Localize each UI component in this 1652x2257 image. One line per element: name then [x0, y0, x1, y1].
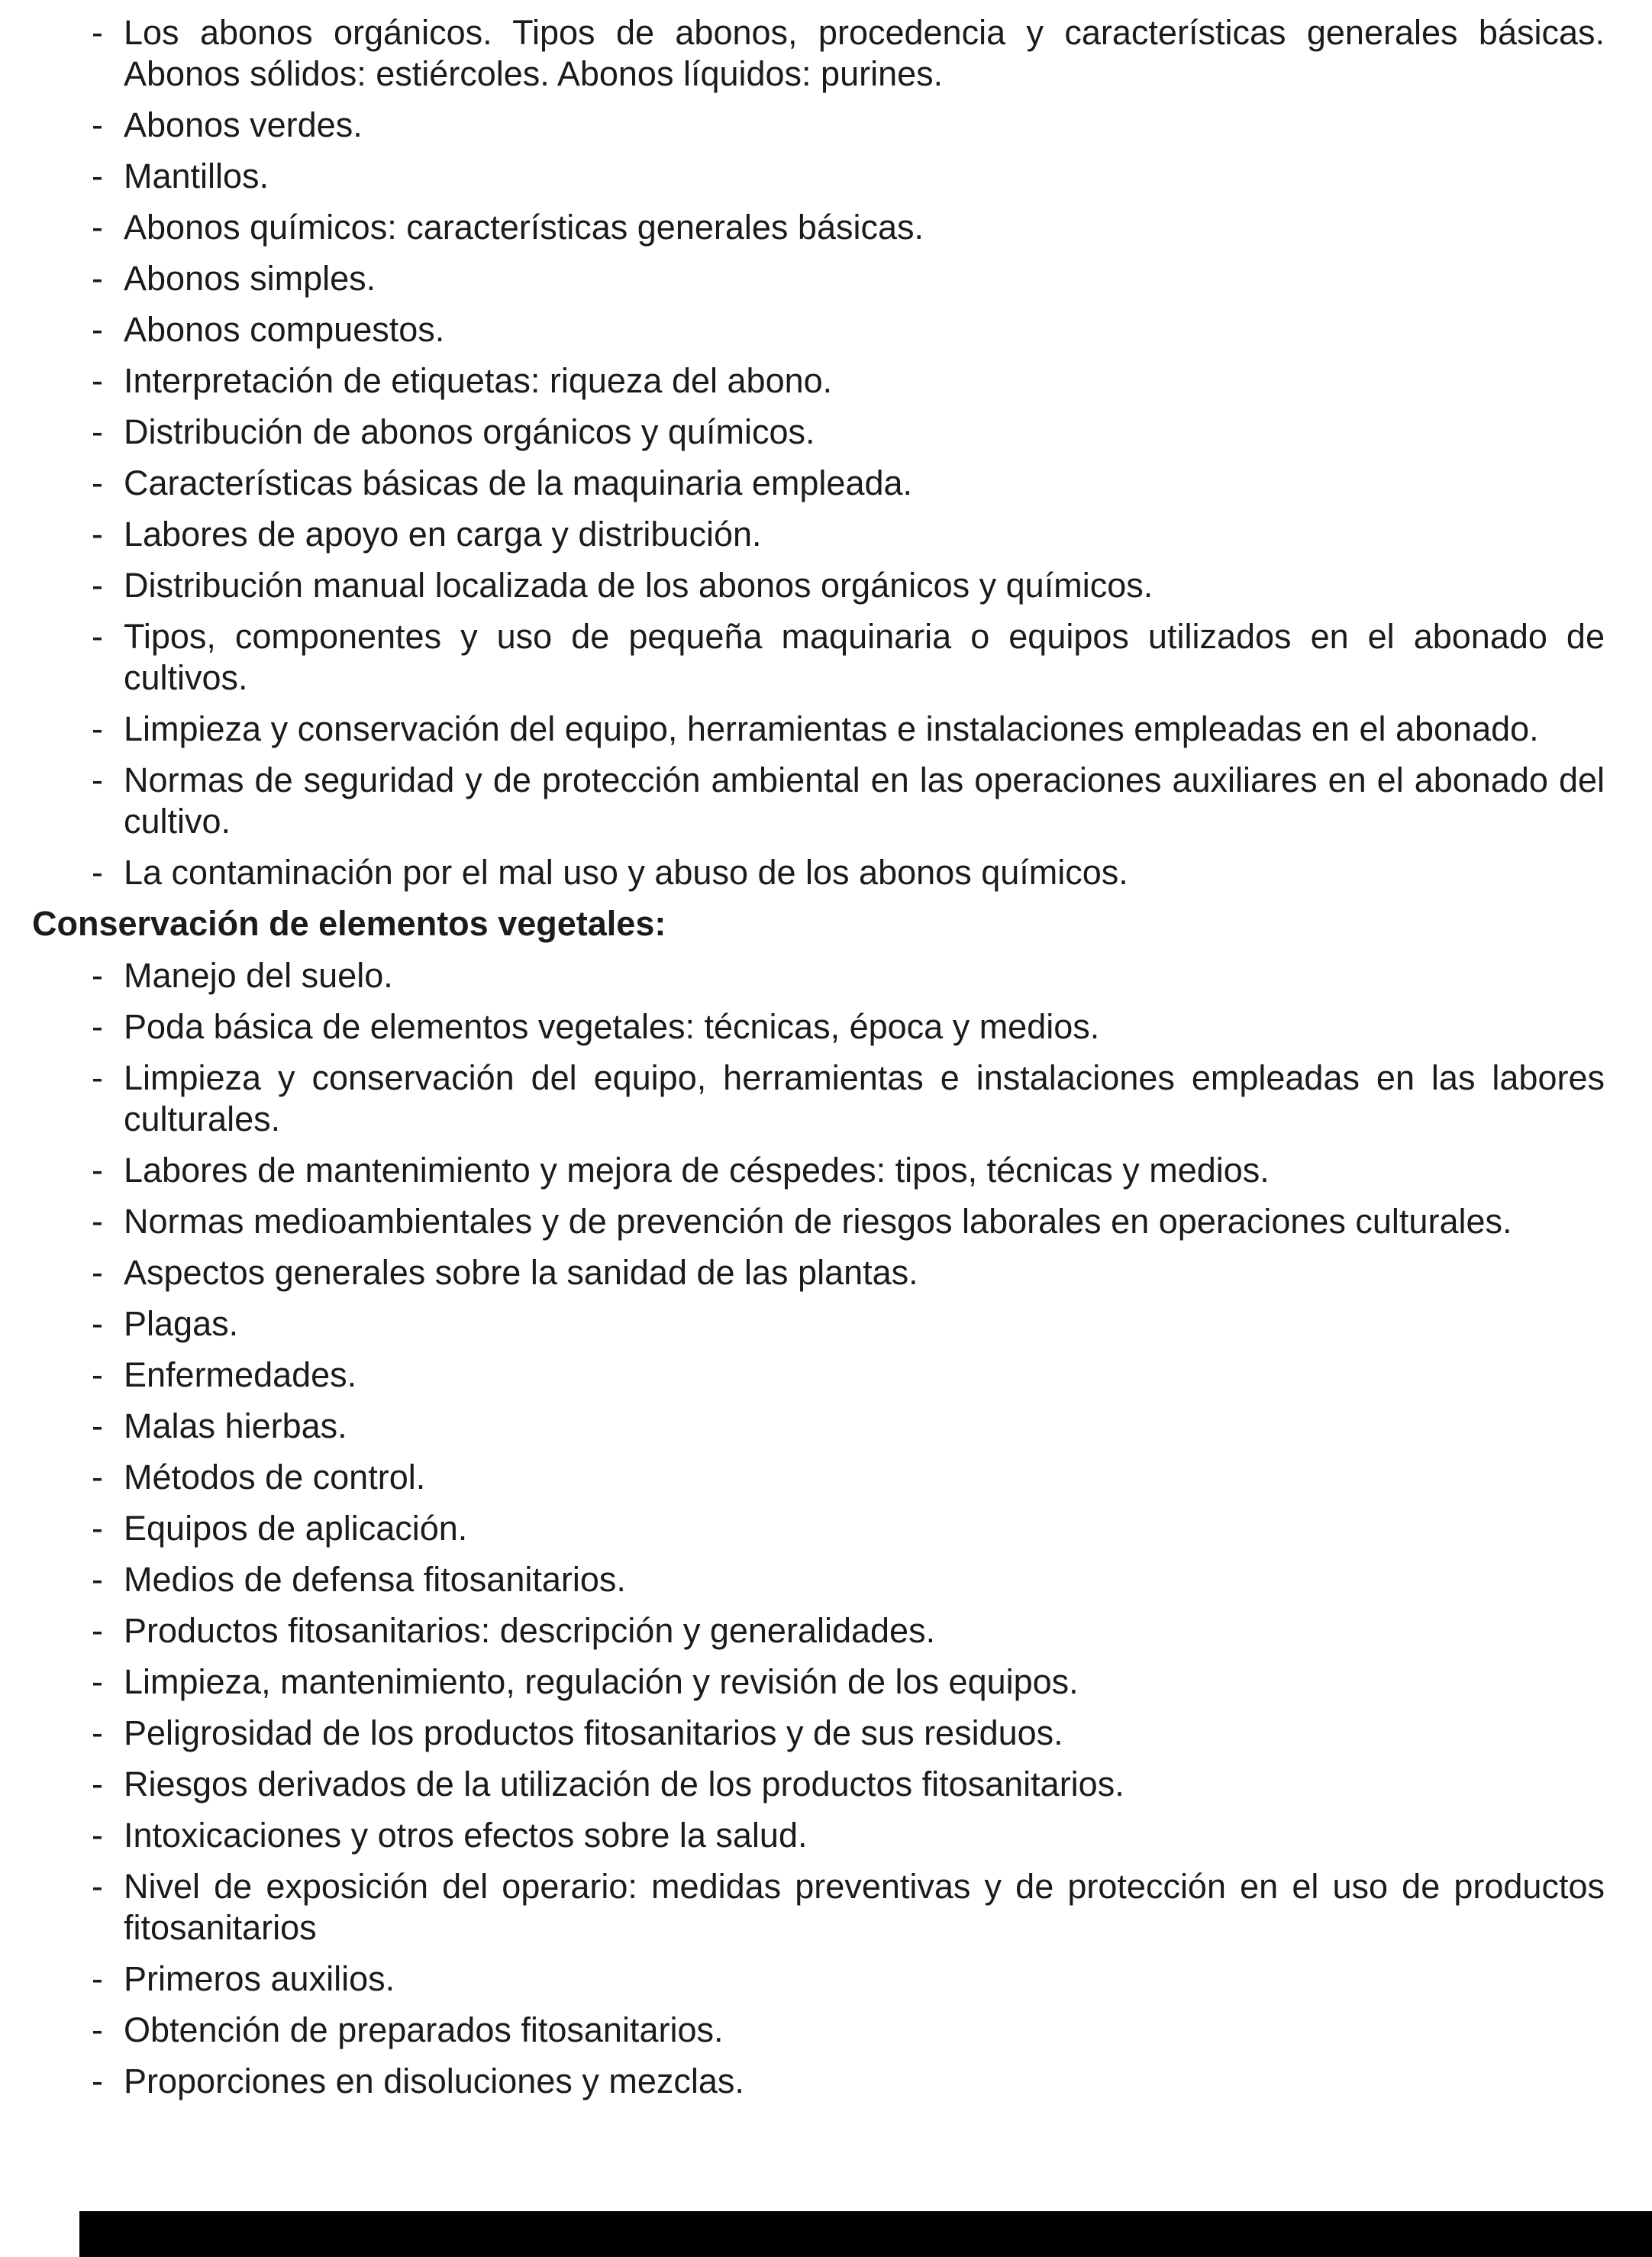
- list-item-text: Labores de mantenimiento y mejora de céspedes: tipos, técnicas y medios.: [124, 1151, 1270, 1190]
- list-item-text: Abonos químicos: características generales básicas.: [124, 208, 924, 247]
- dash-bullet: -: [92, 2062, 103, 2100]
- list-item-text: Los abonos orgánicos. Tipos de abonos, procedencia y características generales básicas. Abonos sólidos: estiércoles. Abonos líquidos: purines.: [124, 13, 1605, 93]
- list-item: [32, 760, 1605, 842]
- dash-bullet: -: [92, 1007, 103, 1046]
- list-item-text: Aspectos generales sobre la sanidad de las plantas.: [124, 1253, 918, 1292]
- list-item: [32, 616, 1605, 699]
- dash-bullet: -: [92, 1058, 103, 1097]
- topics-list-fertilizing: [32, 12, 1605, 893]
- list-item-text: Normas de seguridad y de protección ambiental en las operaciones auxiliares en el abonado del cultivo.: [124, 760, 1605, 841]
- list-item-text: Productos fitosanitarios: descripción y generalidades.: [124, 1611, 936, 1650]
- list-item-text: Abonos compuestos.: [124, 310, 445, 349]
- list-item-text: Tipos, componentes y uso de pequeña maquinaria o equipos utilizados en el abonado de cultivos.: [124, 617, 1605, 697]
- list-item: [32, 709, 1605, 750]
- list-item: [32, 1006, 1605, 1048]
- list-item-text: Interpretación de etiquetas: riqueza del abono.: [124, 361, 833, 400]
- list-item-text: Proporciones en disoluciones y mezclas.: [124, 2062, 744, 2100]
- list-item-text: Manejo del suelo.: [124, 956, 393, 995]
- dash-bullet: -: [92, 13, 103, 52]
- list-item: [32, 955, 1605, 996]
- list-item-text: Limpieza, mantenimiento, regulación y revisión de los equipos.: [124, 1662, 1079, 1701]
- list-item-text: Métodos de control.: [124, 1458, 426, 1497]
- list-item-text: Abonos simples.: [124, 259, 376, 298]
- dash-bullet: -: [92, 463, 103, 502]
- footer-black-bar: [79, 2211, 1652, 2257]
- list-item-text: Limpieza y conservación del equipo, herramientas e instalaciones empleadas en el abonado.: [124, 709, 1539, 748]
- list-item-text: Labores de apoyo en carga y distribución.: [124, 515, 762, 554]
- list-item: [32, 565, 1605, 606]
- list-item-text: Abonos verdes.: [124, 105, 363, 144]
- dash-bullet: -: [92, 1458, 103, 1497]
- list-item: [32, 2010, 1605, 2051]
- list-item: [32, 1661, 1605, 1703]
- dash-bullet: -: [92, 1406, 103, 1445]
- dash-bullet: -: [92, 617, 103, 656]
- dash-bullet: -: [92, 1713, 103, 1752]
- list-item-text: Plagas.: [124, 1304, 239, 1343]
- list-item-text: La contaminación por el mal uso y abuso de los abonos químicos.: [124, 853, 1128, 892]
- list-item-text: Obtención de preparados fitosanitarios.: [124, 2010, 724, 2049]
- dash-bullet: -: [92, 1253, 103, 1292]
- list-item: [32, 1559, 1605, 1600]
- dash-bullet: -: [92, 1959, 103, 1998]
- list-item: [32, 1457, 1605, 1498]
- section-heading-conservation: Conservación de elementos vegetales:: [32, 904, 666, 943]
- dash-bullet: -: [92, 1509, 103, 1548]
- list-item: [32, 309, 1605, 350]
- dash-bullet: -: [92, 208, 103, 247]
- dash-bullet: -: [92, 956, 103, 995]
- dash-bullet: -: [92, 1560, 103, 1599]
- list-item: [32, 1610, 1605, 1652]
- list-item: [32, 1508, 1605, 1549]
- dash-bullet: -: [92, 1765, 103, 1803]
- list-item: [32, 514, 1605, 555]
- list-item: [32, 1958, 1605, 2000]
- topics-list-conservation: [32, 955, 1605, 2102]
- dash-bullet: -: [92, 566, 103, 605]
- list-item: [32, 1866, 1605, 1949]
- list-item: [32, 1406, 1605, 1447]
- list-item: [32, 1303, 1605, 1345]
- dash-bullet: -: [92, 105, 103, 144]
- list-item: [32, 207, 1605, 248]
- list-item-text: Peligrosidad de los productos fitosanitarios y de sus residuos.: [124, 1713, 1063, 1752]
- list-item: [32, 1252, 1605, 1293]
- list-item: [32, 360, 1605, 402]
- list-item: [32, 1150, 1605, 1191]
- list-item-text: Distribución de abonos orgánicos y químicos.: [124, 412, 815, 451]
- list-item: [32, 852, 1605, 893]
- dash-bullet: -: [92, 412, 103, 451]
- dash-bullet: -: [92, 1202, 103, 1241]
- list-item: [32, 1815, 1605, 1856]
- list-item: [32, 1201, 1605, 1242]
- list-item-text: Características básicas de la maquinaria empleada.: [124, 463, 913, 502]
- dash-bullet: -: [92, 1816, 103, 1855]
- dash-bullet: -: [92, 709, 103, 748]
- list-item-text: Intoxicaciones y otros efectos sobre la salud.: [124, 1816, 808, 1855]
- list-item: [32, 1057, 1605, 1140]
- dash-bullet: -: [92, 2010, 103, 2049]
- list-item-text: Nivel de exposición del operario: medidas preventivas y de protección en el uso de productos fitosanitarios: [124, 1867, 1605, 1947]
- dash-bullet: -: [92, 361, 103, 400]
- list-item: [32, 105, 1605, 146]
- list-item: [32, 463, 1605, 504]
- list-item: [32, 2061, 1605, 2102]
- dash-bullet: -: [92, 1151, 103, 1190]
- dash-bullet: -: [92, 760, 103, 799]
- dash-bullet: -: [92, 1662, 103, 1701]
- dash-bullet: -: [92, 1355, 103, 1394]
- list-item: [32, 412, 1605, 453]
- list-item-text: Distribución manual localizada de los abonos orgánicos y químicos.: [124, 566, 1153, 605]
- list-item-text: Medios de defensa fitosanitarios.: [124, 1560, 626, 1599]
- dash-bullet: -: [92, 515, 103, 554]
- list-item-text: Primeros auxilios.: [124, 1959, 395, 1998]
- list-item: [32, 12, 1605, 95]
- dash-bullet: -: [92, 259, 103, 298]
- list-item-text: Riesgos derivados de la utilización de los productos fitosanitarios.: [124, 1765, 1124, 1803]
- list-item-text: Limpieza y conservación del equipo, herramientas e instalaciones empleadas en las labores culturales.: [124, 1058, 1605, 1138]
- list-item-text: Normas medioambientales y de prevención de riesgos laborales en operaciones culturales.: [124, 1202, 1512, 1241]
- list-item-text: Equipos de aplicación.: [124, 1509, 468, 1548]
- list-item-text: Mantillos.: [124, 157, 269, 195]
- list-item-text: Enfermedades.: [124, 1355, 357, 1394]
- list-item: [32, 1764, 1605, 1805]
- list-item-text: Malas hierbas.: [124, 1406, 347, 1445]
- list-item: [32, 258, 1605, 299]
- dash-bullet: -: [92, 1611, 103, 1650]
- list-item-text: Poda básica de elementos vegetales: técnicas, época y medios.: [124, 1007, 1100, 1046]
- list-item: [32, 1713, 1605, 1754]
- dash-bullet: -: [92, 1304, 103, 1343]
- dash-bullet: -: [92, 1867, 103, 1906]
- dash-bullet: -: [92, 853, 103, 892]
- list-item: [32, 1355, 1605, 1396]
- dash-bullet: -: [92, 310, 103, 349]
- dash-bullet: -: [92, 157, 103, 195]
- list-item: [32, 156, 1605, 197]
